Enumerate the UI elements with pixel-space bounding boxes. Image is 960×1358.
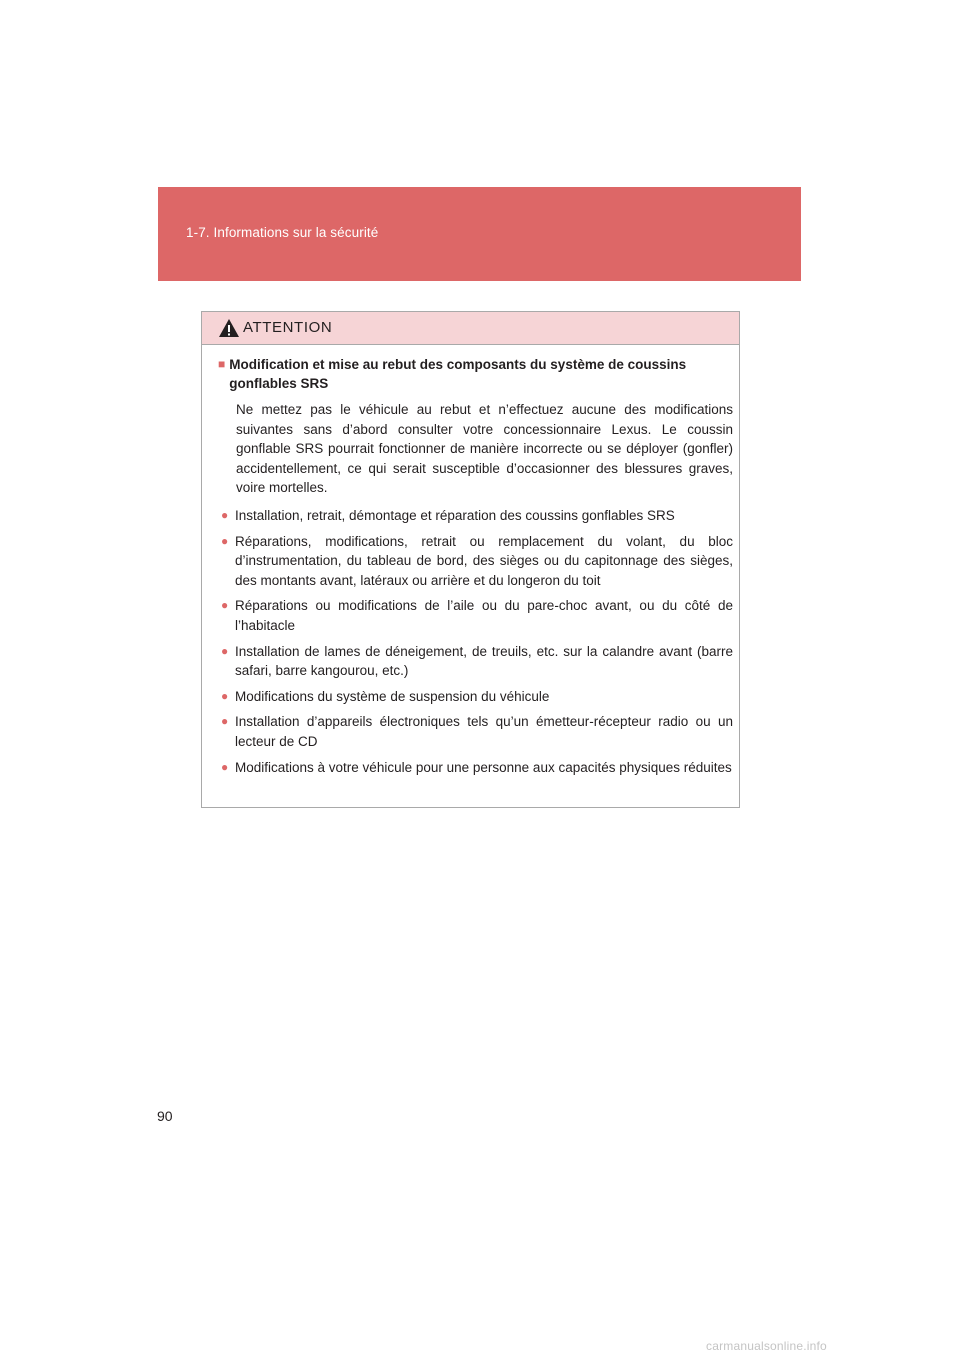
modification-list	[218, 506, 733, 777]
list-item: ● Installation de lames de déneigement, de treuils, etc. sur la calandre avant (barre safari, barre kangourou, etc.)	[218, 642, 733, 681]
list-item: ● Réparations, modifications, retrait ou remplacement du volant, du bloc d’instrumentation, du tableau de bord, des sièges ou du capitonnage des sièges, des montants avant, latéraux ou arrière et du longeron du toit	[218, 532, 733, 591]
list-item: ● Réparations ou modifications de l’aile ou du pare-choc avant, ou du côté de l’habitacle	[218, 596, 733, 635]
bullet-dot-icon: ●	[221, 714, 229, 729]
list-item: ● Modifications du système de suspension du véhicule	[218, 687, 733, 707]
list-item: ● Installation d’appareils électroniques tels qu’un émetteur-récepteur radio ou un lecteur de CD	[218, 712, 733, 751]
bullet-dot-icon: ●	[221, 759, 229, 774]
section-title: 1-7. Informations sur la sécurité	[186, 225, 379, 240]
caution-heading	[218, 355, 733, 393]
list-item: ● Installation, retrait, démontage et réparation des coussins gonflables SRS	[218, 506, 733, 526]
list-item: ● Modifications à votre véhicule pour une personne aux capacités physiques réduites	[218, 758, 733, 778]
caution-box	[201, 311, 740, 808]
bullet-dot-icon: ●	[221, 598, 229, 613]
bullet-dot-icon: ●	[221, 643, 229, 658]
caution-header	[202, 312, 739, 345]
square-bullet-icon: ■	[218, 357, 226, 371]
caution-heading-text: Modification et mise au rebut des composants du système de coussins gonflables SRS	[229, 357, 687, 391]
watermark[interactable]: carmanualsonline.info	[706, 1339, 827, 1353]
bullet-dot-icon: ●	[221, 507, 229, 522]
warning-triangle-icon	[218, 318, 240, 338]
caution-body	[202, 345, 739, 777]
page-number: 90	[157, 1108, 173, 1124]
caution-paragraph: Ne mettez pas le véhicule au rebut et n’effectuez aucune des modifications suivantes sans d’abord consulter votre concessionnaire Lexus. Le coussin gonflable SRS pourrait fonctionner de manière incorrecte ou se déployer (gonfler) accidentellement, ce qui serait susceptible d’occasionner des blessures graves, voire mortelles.	[236, 402, 733, 496]
bullet-dot-icon: ●	[221, 533, 229, 548]
section-header-band	[158, 187, 801, 281]
caution-label: ATTENTION	[243, 319, 333, 336]
bullet-dot-icon: ●	[221, 688, 229, 703]
